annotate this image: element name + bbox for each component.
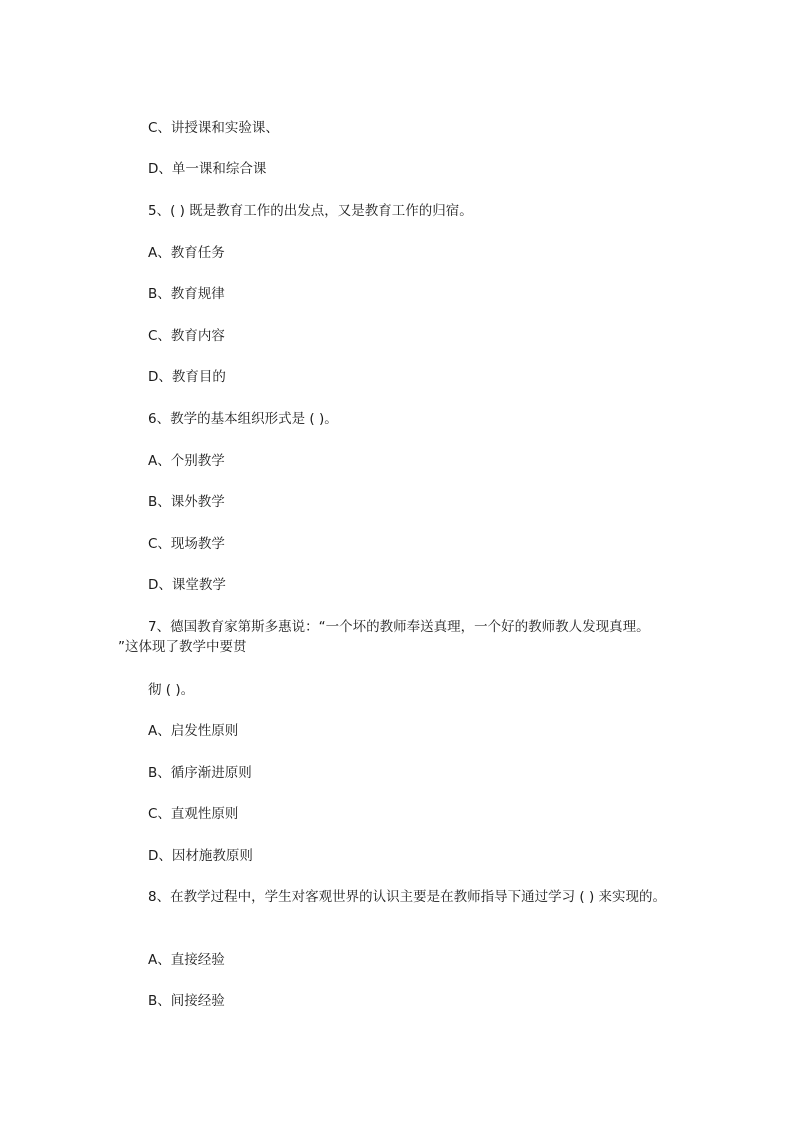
q7-stem-line-3: 彻 ( )。 — [148, 682, 195, 698]
q5-stem: 5、( ) 既是教育工作的出发点，又是教育工作的归宿。 — [148, 203, 473, 219]
q8-option-a: A、直接经验 — [148, 952, 225, 968]
q7-stem-line-2: ”这体现了教学中要贯 — [118, 639, 247, 655]
q5-option-d: D、教育目的 — [148, 369, 226, 385]
q6-option-c: C、现场教学 — [148, 536, 225, 552]
q8-stem: 8、在教学过程中，学生对客观世界的认识主要是在教师指导下通过学习 ( ) 来实现的。 — [148, 889, 666, 905]
q5-option-c: C、教育内容 — [148, 328, 225, 344]
q6-option-a: A、个别教学 — [148, 453, 225, 469]
q5-option-b: B、教育规律 — [148, 286, 225, 302]
q6-stem: 6、教学的基本组织形式是 ( )。 — [148, 411, 338, 427]
q7-stem-line-1: 7、德国教育家第斯多惠说：“一个坏的教师奉送真理，一个好的教师教人发现真理。 — [148, 619, 650, 635]
q7-option-b: B、循序渐进原则 — [148, 765, 252, 781]
q4-option-d: D、单一课和综合课 — [148, 161, 267, 177]
q7-option-d: D、因材施教原则 — [148, 848, 253, 864]
q4-option-c: C、讲授课和实验课、 — [148, 120, 279, 136]
q5-option-a: A、教育任务 — [148, 245, 225, 261]
q8-option-b: B、间接经验 — [148, 993, 225, 1009]
q7-option-a: A、启发性原则 — [148, 723, 239, 739]
q7-option-c: C、直观性原则 — [148, 806, 239, 822]
q6-option-d: D、课堂教学 — [148, 577, 226, 593]
q6-option-b: B、课外教学 — [148, 494, 225, 510]
